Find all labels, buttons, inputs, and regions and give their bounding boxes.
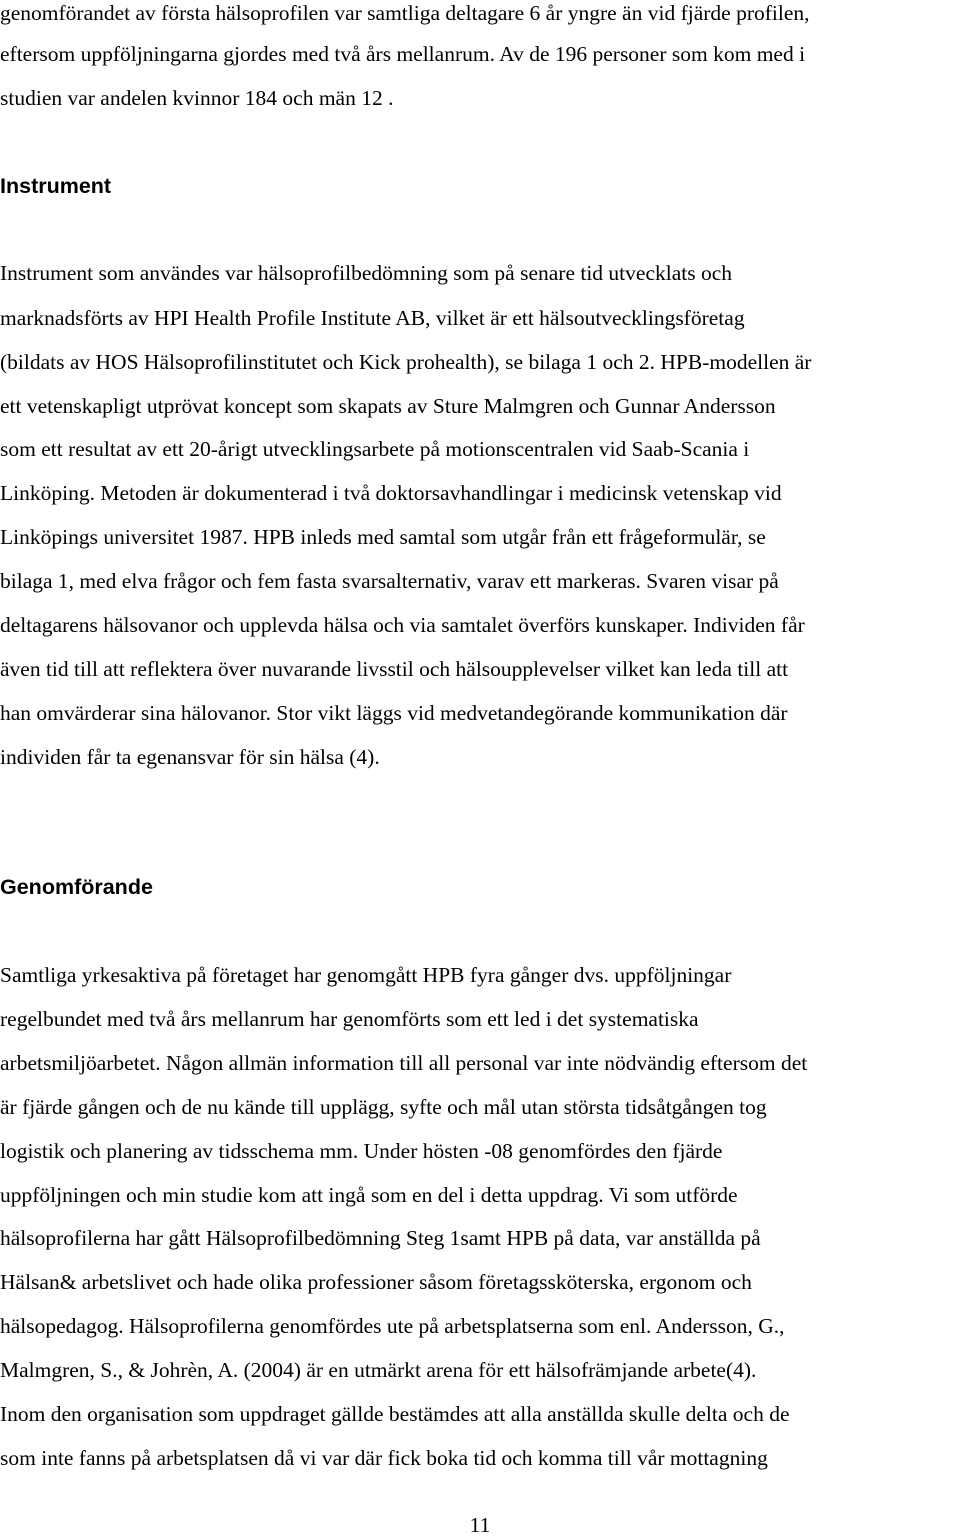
page-number: 11	[469, 1513, 491, 1537]
genomforande-line: uppföljningen och min studie kom att ingå som en del i detta uppdrag. Vi som utförde	[0, 1183, 738, 1207]
instrument-line: ett vetenskapligt utprövat koncept som skapats av Sture Malmgren och Gunnar Andersson	[0, 394, 776, 418]
instrument-line: (bildats av HOS Hälsoprofilinstitutet och Kick prohealth), se bilaga 1 och 2. HPB-modellen är	[0, 350, 812, 374]
genomforande-line: hälsoprofilerna har gått Hälsoprofilbedömning Steg 1samt HPB på data, var anställda på	[0, 1226, 761, 1250]
section-heading-genomforande: Genomförande	[0, 875, 153, 899]
intro-line: studien var andelen kvinnor 184 och män 12 .	[0, 86, 394, 110]
instrument-line: han omvärderar sina hälovanor. Stor vikt läggs vid medvetandegörande kommunikation där	[0, 701, 788, 725]
genomforande-line: Samtliga yrkesaktiva på företaget har genomgått HPB fyra gånger dvs. uppföljningar	[0, 963, 732, 987]
intro-line: genomförandet av första hälsoprofilen var samtliga deltagare 6 år yngre än vid fjärde profilen,	[0, 1, 810, 25]
instrument-line: deltagarens hälsovanor och upplevda hälsa och via samtalet överförs kunskaper. Individen får	[0, 613, 805, 637]
genomforande-line: arbetsmiljöarbetet. Någon allmän information till all personal var inte nödvändig eftersom det	[0, 1051, 808, 1075]
instrument-line: även tid till att reflektera över nuvarande livsstil och hälsoupplevelser vilket kan leda till att	[0, 657, 789, 681]
genomforande-line: är fjärde gången och de nu kände till upplägg, syfte och mål utan största tidsåtgången tog	[0, 1095, 767, 1119]
genomforande-line: hälsopedagog. Hälsoprofilerna genomfördes ute på arbetsplatserna som enl. Andersson, G.,	[0, 1314, 785, 1338]
instrument-line: Linköpings universitet 1987. HPB inleds med samtal som utgår från ett frågeformulär, se	[0, 525, 766, 549]
instrument-line: Linköping. Metoden är dokumenterad i två doktorsavhandlingar i medicinsk vetenskap vid	[0, 481, 782, 505]
intro-line: eftersom uppföljningarna gjordes med två års mellanrum. Av de 196 personer som kom med i	[0, 42, 806, 66]
genomforande-line: Inom den organisation som uppdraget gällde bestämdes att alla anställda skulle delta och de	[0, 1402, 790, 1426]
instrument-line: marknadsförts av HPI Health Profile Institute AB, vilket är ett hälsoutvecklingsföretag	[0, 306, 745, 330]
section-heading-instrument: Instrument	[0, 174, 112, 198]
instrument-line: individen får ta egenansvar för sin hälsa (4).	[0, 745, 380, 769]
instrument-line: som ett resultat av ett 20-årigt utvecklingsarbete på motionscentralen vid Saab-Scania i	[0, 437, 750, 461]
genomforande-line: som inte fanns på arbetsplatsen då vi var där fick boka tid och komma till vår mottagning	[0, 1446, 768, 1470]
genomforande-line: Hälsan& arbetslivet och hade olika professioner såsom företagssköterska, ergonom och	[0, 1270, 752, 1294]
genomforande-line: Malmgren, S., & Johrèn, A. (2004) är en utmärkt arena för ett hälsofrämjande arbete(4).	[0, 1358, 757, 1382]
genomforande-line: logistik och planering av tidsschema mm. Under hösten -08 genomfördes den fjärde	[0, 1139, 723, 1163]
instrument-line: Instrument som användes var hälsoprofilbedömning som på senare tid utvecklats och	[0, 261, 733, 285]
genomforande-line: regelbundet med två års mellanrum har genomförts som ett led i det systematiska	[0, 1007, 699, 1031]
instrument-line: bilaga 1, med elva frågor och fem fasta svarsalternativ, varav ett markeras. Svaren visar på	[0, 569, 779, 593]
